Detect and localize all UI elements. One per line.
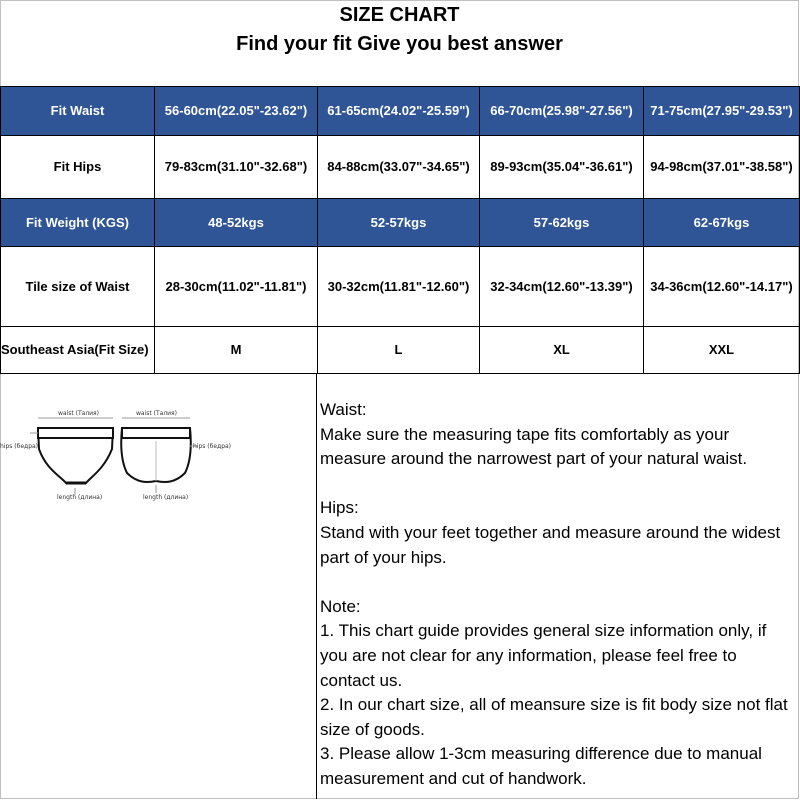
chart-subtitle: Find your fit Give you best answer bbox=[236, 33, 563, 55]
size-table bbox=[0, 86, 800, 374]
table-row-southeast-asia bbox=[1, 327, 800, 374]
table-cell: 66-70cm(25.98"-27.56") bbox=[480, 87, 644, 136]
hips-heading: Hips: bbox=[320, 498, 359, 518]
table-cell: 79-83cm(31.10"-32.68") bbox=[155, 136, 318, 199]
diagram-panel bbox=[0, 373, 317, 799]
waist-text: Make sure the measuring tape fits comfortably as your measure around the narrowest part of your natural waist. bbox=[320, 424, 748, 469]
note-2: 2. In our chart size, all of meansure size is fit body size not flat size of goods. bbox=[320, 695, 788, 739]
underwear-measure-diagram bbox=[0, 373, 317, 513]
table-cell: 52-57kgs bbox=[318, 199, 480, 247]
waist-heading: Waist: bbox=[320, 400, 367, 419]
table-cell: 48-52kgs bbox=[155, 199, 318, 247]
row-label-fit-waist: Fit Waist bbox=[1, 87, 155, 136]
brief-back-figure bbox=[121, 418, 198, 493]
table-cell: M bbox=[155, 327, 318, 374]
table-cell: 94-98cm(37.01"-38.58") bbox=[644, 136, 800, 199]
length-label-left: length (длина) bbox=[57, 494, 103, 501]
table-cell: XL bbox=[480, 327, 644, 374]
table-cell: L bbox=[318, 327, 480, 374]
waist-label-left: waist (Талия) bbox=[58, 410, 100, 417]
table-row-fit-weight bbox=[1, 199, 800, 247]
row-label-tile-waist: Tile size of Waist bbox=[1, 247, 155, 327]
measurement-notes bbox=[320, 398, 790, 792]
table-cell: 34-36cm(12.60"-14.17") bbox=[644, 247, 800, 327]
table-row-tile-waist bbox=[1, 247, 800, 327]
table-cell: 89-93cm(35.04"-36.61") bbox=[480, 136, 644, 199]
length-label-right: length (длина) bbox=[143, 494, 189, 501]
table-row-fit-hips bbox=[1, 136, 800, 199]
hips-text: Stand with your feet together and measure around the widest part of your hips. bbox=[320, 522, 781, 567]
row-label-fit-weight: Fit Weight (KGS) bbox=[1, 199, 155, 247]
table-cell: 57-62kgs bbox=[480, 199, 644, 247]
row-label-southeast-asia: Southeast Asia(Fit Size) bbox=[1, 327, 155, 374]
waist-label-right: waist (Талия) bbox=[136, 410, 178, 417]
brief-front-figure bbox=[30, 418, 113, 495]
note-3: 3. Please allow 1-3cm measuring difference due to manual measurement and cut of handwork. bbox=[320, 744, 762, 788]
table-cell: XXL bbox=[644, 327, 800, 374]
table-cell: 71-75cm(27.95"-29.53") bbox=[644, 87, 800, 136]
chart-title: SIZE CHART bbox=[339, 4, 460, 26]
hips-label-right: hips (бедра) bbox=[193, 443, 232, 450]
table-cell: 30-32cm(11.81"-12.60") bbox=[318, 247, 480, 327]
table-cell: 61-65cm(24.02"-25.59") bbox=[318, 87, 480, 136]
hips-label-left: hips (бедра) bbox=[0, 443, 39, 450]
note-1: 1. This chart guide provides general size information only, if you are not clear for any information, please feel free to contact us. bbox=[320, 621, 767, 690]
table-cell: 62-67kgs bbox=[644, 199, 800, 247]
table-row-fit-waist bbox=[1, 87, 800, 136]
table-cell: 32-34cm(12.60"-13.39") bbox=[480, 247, 644, 327]
row-label-fit-hips: Fit Hips bbox=[1, 136, 155, 199]
table-cell: 84-88cm(33.07"-34.65") bbox=[318, 136, 480, 199]
table-cell: 28-30cm(11.02"-11.81") bbox=[155, 247, 318, 327]
note-heading: Note: bbox=[320, 596, 361, 616]
table-cell: 56-60cm(22.05"-23.62") bbox=[155, 87, 318, 136]
